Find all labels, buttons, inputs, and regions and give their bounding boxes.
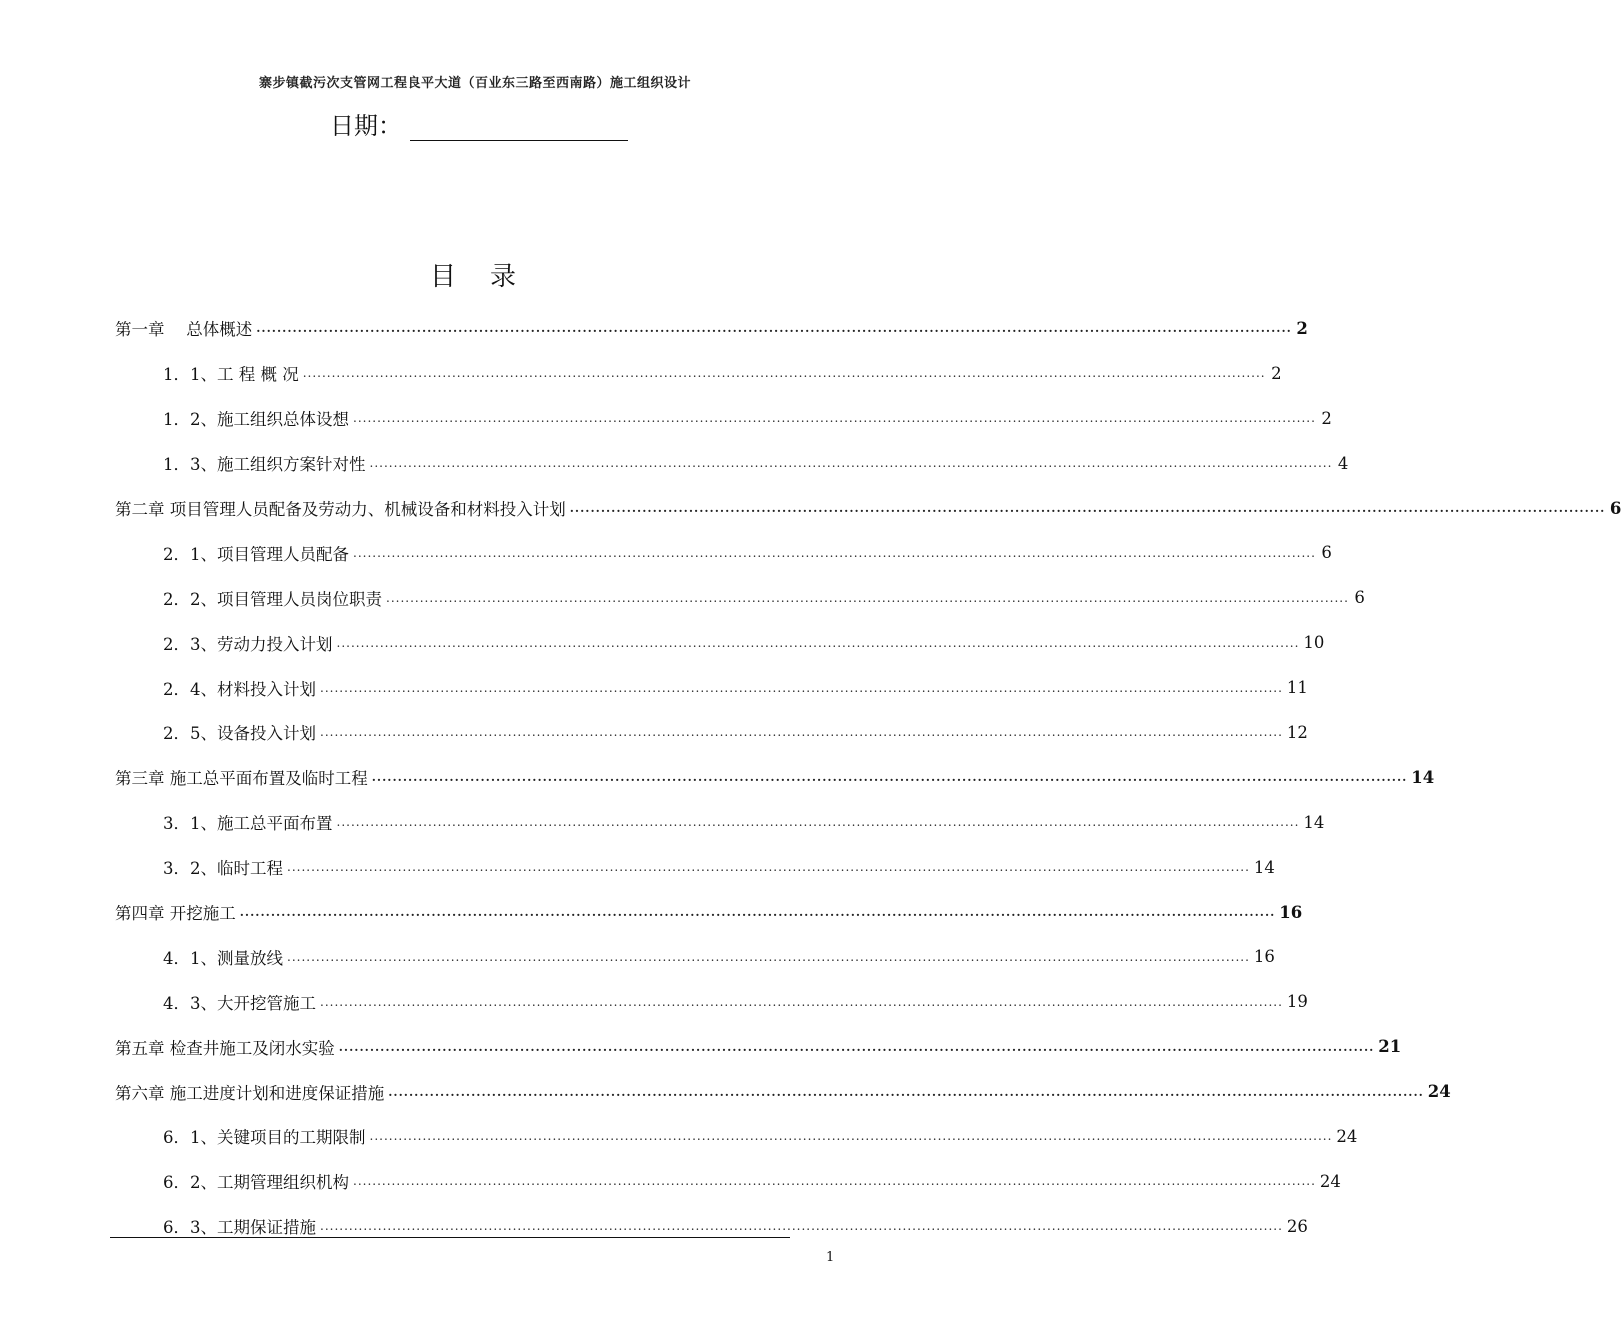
- toc-leader-dots: ........................................................................................................................................................................................................: [320, 725, 1283, 740]
- toc-chapter-entry[interactable]: [115, 486, 1621, 531]
- toc-section-entry[interactable]: [115, 665, 1308, 710]
- toc-entry-label: 1．1、工 程 概 况: [163, 365, 299, 385]
- toc-entry-label: 第六章 施工进度计划和进度保证措施: [115, 1083, 385, 1103]
- toc-leader-dots: ........................................................................................................................................................................................................: [371, 770, 1408, 785]
- toc-entry-label: 6．1、关键项目的工期限制: [163, 1128, 366, 1148]
- toc-chapter-entry[interactable]: [115, 1069, 1451, 1114]
- toc-section-entry[interactable]: [115, 800, 1325, 845]
- toc-entry-label: 3．1、施工总平面布置: [163, 814, 333, 834]
- toc-entry-label: 6．2、工期管理组织机构: [163, 1173, 349, 1193]
- toc-entry-label: 2．5、设备投入计划: [163, 724, 316, 744]
- toc-leader-dots: ........................................................................................................................................................................................................: [256, 321, 1292, 336]
- toc-entry-label: 2．1、项目管理人员配备: [163, 544, 349, 564]
- toc-entry-label: 2．3、劳动力投入计划: [163, 634, 333, 654]
- toc-leader-dots: ........................................................................................................................................................................................................: [320, 1219, 1283, 1234]
- toc-entry-label: 3．2、临时工程: [163, 859, 283, 879]
- toc-section-entry[interactable]: [115, 1114, 1358, 1159]
- toc-entry-label: 1．2、施工组织总体设想: [163, 410, 349, 430]
- toc-entry-page: 2: [1321, 408, 1332, 428]
- table-of-contents: [115, 306, 1621, 1249]
- toc-entry-page: 21: [1378, 1037, 1402, 1057]
- toc-section-entry[interactable]: [115, 979, 1308, 1024]
- toc-title: 目 录: [429, 262, 520, 292]
- toc-entry-label: 第一章 总体概述: [115, 320, 253, 340]
- toc-chapter-entry[interactable]: [115, 1024, 1402, 1069]
- toc-entry-page: 16: [1279, 902, 1303, 922]
- toc-section-entry[interactable]: [115, 934, 1275, 979]
- toc-entry-page: 14: [1303, 812, 1325, 832]
- toc-section-entry[interactable]: [115, 351, 1282, 396]
- toc-entry-label: 4．3、大开挖管施工: [163, 993, 316, 1013]
- toc-entry-page: 2: [1271, 363, 1282, 383]
- toc-chapter-entry[interactable]: [115, 890, 1303, 935]
- toc-leader-dots: ........................................................................................................................................................................................................: [287, 949, 1250, 964]
- toc-leader-dots: ........................................................................................................................................................................................................: [320, 994, 1283, 1009]
- toc-leader-dots: ........................................................................................................................................................................................................: [302, 366, 1266, 381]
- toc-entry-label: 6．3、工期保证措施: [163, 1218, 316, 1238]
- toc-entry-page: 12: [1286, 722, 1308, 742]
- toc-entry-label: 第五章 检查井施工及闭水实验: [115, 1038, 335, 1058]
- toc-leader-dots: ........................................................................................................................................................................................................: [369, 456, 1333, 471]
- toc-entry-page: 10: [1303, 633, 1325, 653]
- toc-section-entry[interactable]: [115, 575, 1365, 620]
- toc-section-entry[interactable]: [115, 1204, 1308, 1249]
- toc-entry-label: 第三章 施工总平面布置及临时工程: [115, 769, 368, 789]
- page-number: 1: [826, 1250, 835, 1265]
- toc-entry-page: 11: [1286, 678, 1308, 698]
- toc-leader-dots: ........................................................................................................................................................................................................: [336, 815, 1300, 830]
- toc-entry-label: 第四章 开挖施工: [115, 904, 236, 924]
- toc-leader-dots: ........................................................................................................................................................................................................: [287, 860, 1250, 875]
- toc-leader-dots: ........................................................................................................................................................................................................: [386, 590, 1349, 605]
- toc-entry-page: 6: [1354, 588, 1365, 608]
- toc-chapter-entry[interactable]: [115, 755, 1435, 800]
- footer-divider: [110, 1237, 790, 1238]
- toc-section-entry[interactable]: [115, 396, 1332, 441]
- toc-entry-page: 2: [1296, 318, 1308, 338]
- toc-entry-page: 19: [1286, 992, 1308, 1012]
- toc-entry-page: 24: [1319, 1171, 1341, 1191]
- toc-leader-dots: ........................................................................................................................................................................................................: [388, 1084, 1424, 1099]
- toc-entry-page: 24: [1336, 1126, 1358, 1146]
- toc-leader-dots: ........................................................................................................................................................................................................: [353, 1174, 1316, 1189]
- toc-leader-dots: ........................................................................................................................................................................................................: [239, 905, 1276, 920]
- toc-entry-label: 2．4、材料投入计划: [163, 679, 316, 699]
- toc-entry-page: 26: [1286, 1216, 1308, 1236]
- toc-entry-page: 24: [1427, 1082, 1451, 1102]
- date-row: [330, 106, 628, 141]
- toc-leader-dots: ........................................................................................................................................................................................................: [338, 1039, 1375, 1054]
- toc-section-entry[interactable]: [115, 1159, 1341, 1204]
- date-label: 日期：: [330, 112, 402, 140]
- toc-section-entry[interactable]: [115, 845, 1275, 890]
- toc-entry-label: 2．2、项目管理人员岗位职责: [163, 589, 382, 609]
- toc-entry-page: 16: [1253, 947, 1275, 967]
- toc-chapter-entry[interactable]: [115, 306, 1308, 351]
- toc-entry-label: 4．1、测量放线: [163, 948, 283, 968]
- toc-section-entry[interactable]: [115, 530, 1332, 575]
- document-header: 寨步镇截污次支管网工程良平大道（百业东三路至西南路）施工组织设计: [258, 76, 691, 91]
- toc-entry-page: 14: [1411, 767, 1435, 787]
- toc-entry-label: 第二章 项目管理人员配备及劳动力、机械设备和材料投入计划: [115, 500, 566, 519]
- toc-section-entry[interactable]: [115, 441, 1349, 486]
- toc-leader-dots: ........................................................................................................................................................................................................: [320, 680, 1283, 695]
- toc-leader-dots: ........................................................................................................................................................................................................: [336, 635, 1300, 650]
- toc-leader-dots: ........................................................................................................................................................................................................: [353, 411, 1316, 426]
- toc-section-entry[interactable]: [115, 710, 1308, 755]
- toc-section-entry[interactable]: [115, 620, 1325, 665]
- toc-leader-dots: ........................................................................................................................................................................................................: [353, 545, 1316, 560]
- toc-entry-page: 14: [1253, 857, 1275, 877]
- toc-leader-dots: ........................................................................................................................................................................................................: [569, 501, 1606, 515]
- toc-leader-dots: ........................................................................................................................................................................................................: [369, 1129, 1333, 1144]
- toc-entry-page: 6: [1321, 543, 1332, 563]
- toc-entry-page: 4: [1337, 453, 1349, 473]
- date-blank-line: [410, 110, 628, 141]
- toc-entry-label: 1．3、施工组织方案针对性: [163, 455, 366, 475]
- toc-entry-page: 6: [1609, 498, 1621, 518]
